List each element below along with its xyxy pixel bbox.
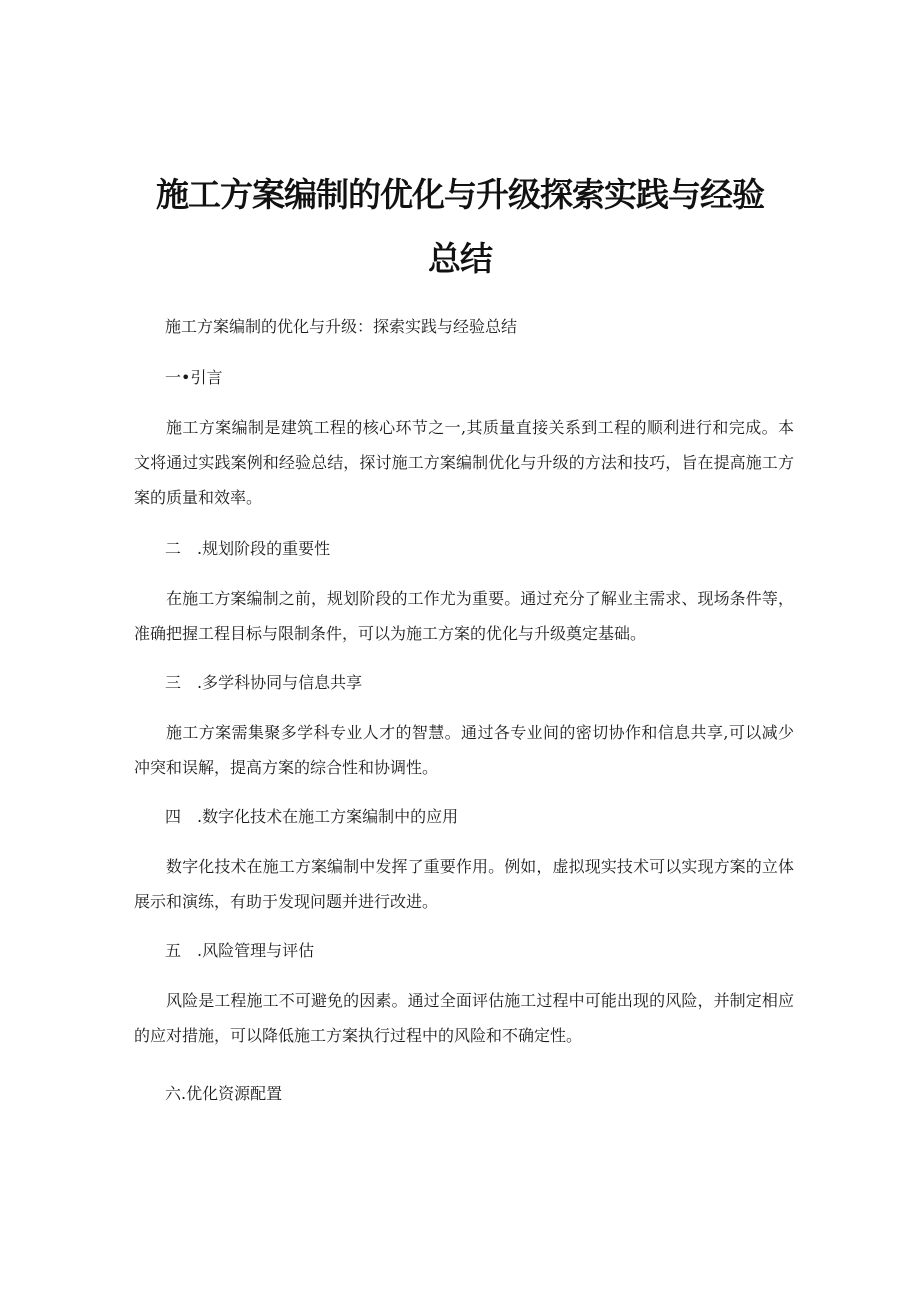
section-paragraph-introduction: 施工方案编制是建筑工程的核心环节之一,其质量直接关系到工程的顺利进行和完成。本文将通过实践案例和经验总结，探讨施工方案编制优化与升级的方法和技巧，旨在提高施工方案的质量和效率。 (134, 418, 794, 507)
section-heading-resource-allocation: 六.优化资源配置 (165, 1084, 283, 1103)
section-paragraph-digital-technology: 数字化技术在施工方案编制中发挥了重要作用。例如，虚拟现实技术可以实现方案的立体展示和演练，有助于发现问题并进行改进。 (134, 857, 794, 911)
section-paragraph-risk-management: 风险是工程施工不可避免的因素。通过全面评估施工过程中可能出现的风险，并制定相应的应对措施，可以降低施工方案执行过程中的风险和不确定性。 (134, 991, 794, 1045)
document-title-line-2: 总结 (428, 239, 492, 278)
document-title-line-1: 施工方案编制的优化与升级探索实践与经验 (156, 175, 764, 214)
section-heading-collaboration: 三 .多学科协同与信息共享 (165, 673, 363, 692)
section-paragraph-collaboration: 施工方案需集聚多学科专业人才的智慧。通过各专业间的密切协作和信息共享,可以减少冲突和误解，提高方案的综合性和协调性。 (134, 723, 794, 777)
section-heading-digital-technology: 四 .数字化技术在施工方案编制中的应用 (165, 807, 459, 826)
section-heading-planning: 二 .规划阶段的重要性 (165, 539, 331, 558)
section-heading-risk-management: 五 .风险管理与评估 (165, 941, 315, 960)
section-heading-introduction: 一•引言 (165, 368, 223, 387)
section-paragraph-planning: 在施工方案编制之前，规划阶段的工作尤为重要。通过充分了解业主需求、现场条件等，准确把握工程目标与限制条件，可以为施工方案的优化与升级奠定基础。 (134, 589, 794, 643)
document-subtitle: 施工方案编制的优化与升级：探索实践与经验总结 (165, 317, 518, 336)
